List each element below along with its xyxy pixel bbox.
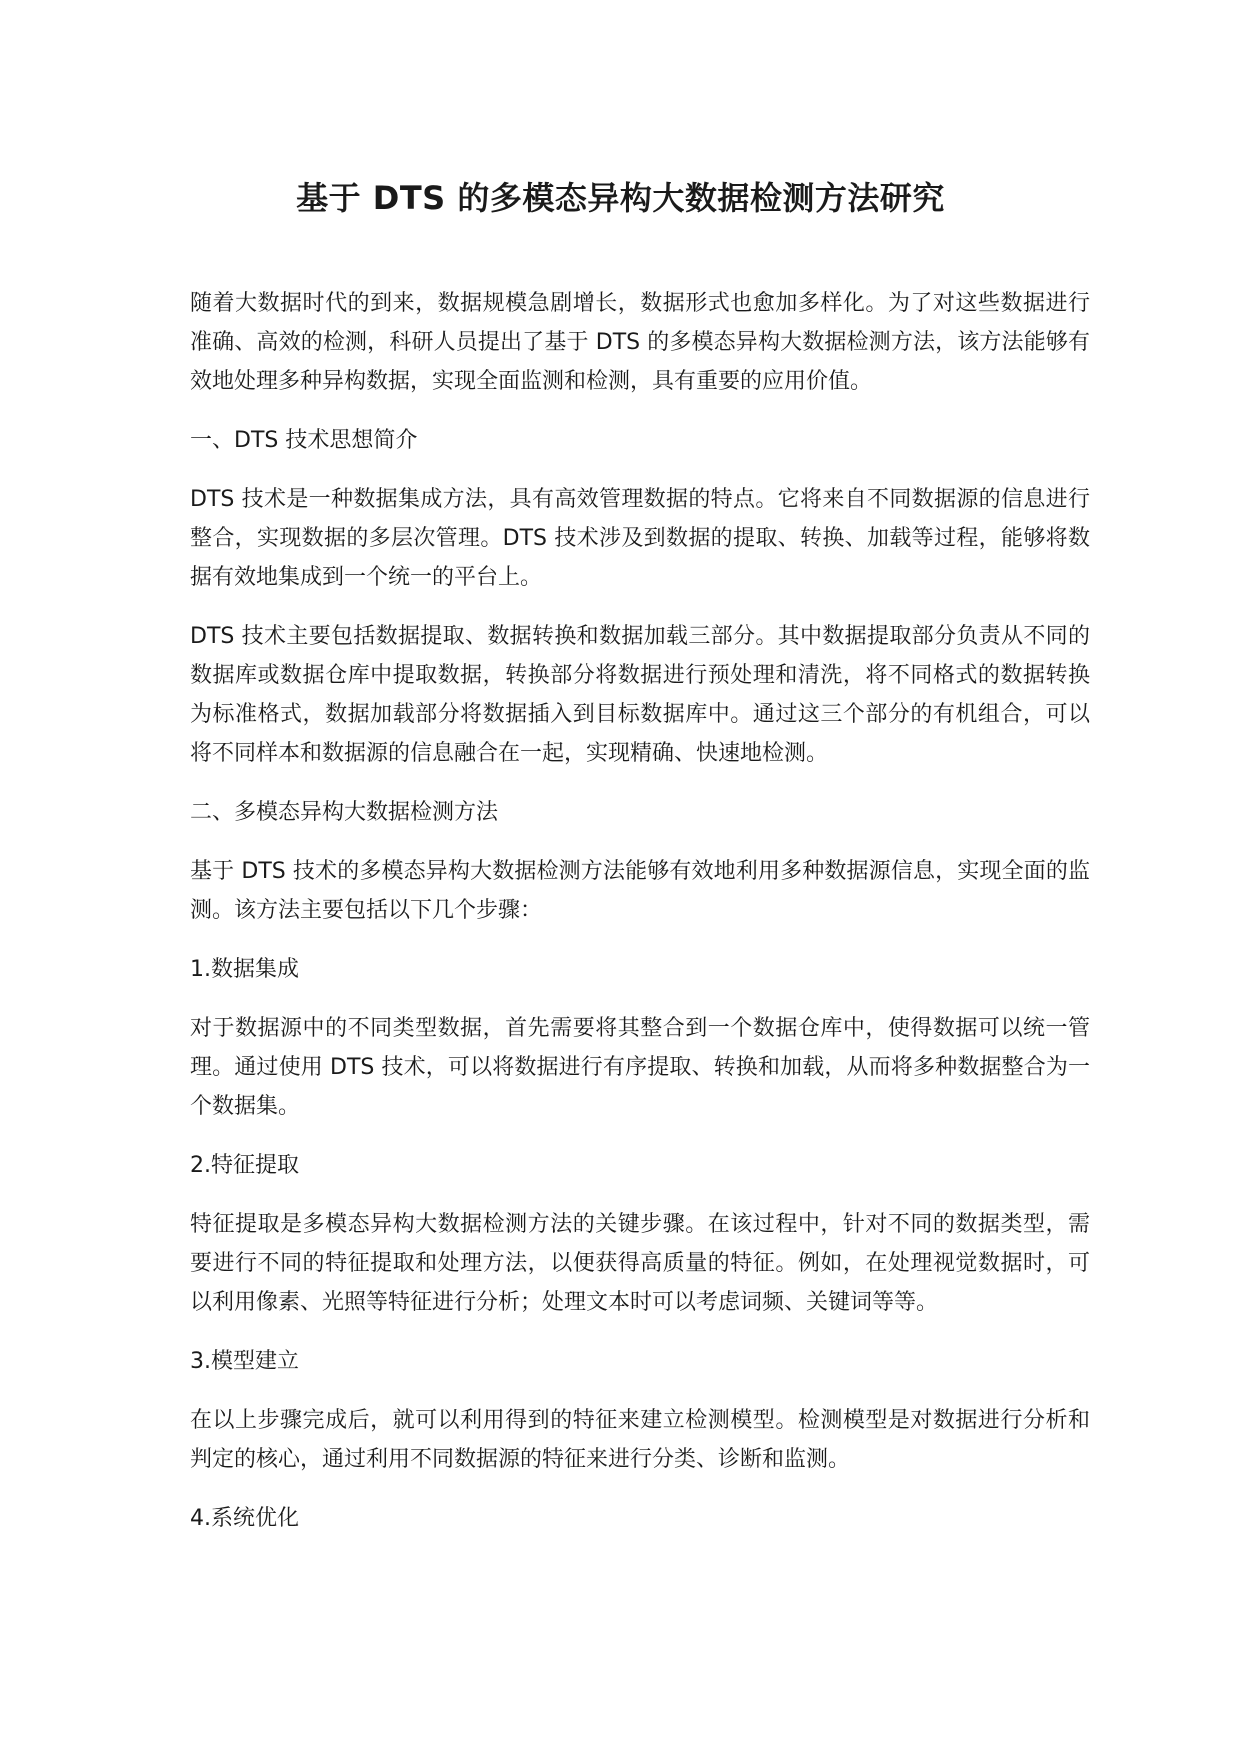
- document-body: [190, 284, 1090, 1558]
- document-title: 基于 DTS 的多模态异构大数据检测方法研究: [296, 179, 945, 217]
- paragraph-dts-components: DTS 技术主要包括数据提取、数据转换和数据加载三部分。其中数据提取部分负责从不同的数据库或数据仓库中提取数据，转换部分将数据进行预处理和清洗，将不同格式的数据转换为标准格式，数据加载部分将数据插入到目标数据库中。通过这三个部分的有机组合，可以将不同样本和数据源的信息融合在一起，实现精确、快速地检测。: [190, 624, 1090, 766]
- paragraph-data-integration: 对于数据源中的不同类型数据，首先需要将其整合到一个数据仓库中，使得数据可以统一管理。通过使用 DTS 技术，可以将数据进行有序提取、转换和加载，从而将多种数据整合为一个数据集。: [190, 1016, 1090, 1119]
- section-heading-detection-method: 二、多模态异构大数据检测方法: [190, 800, 499, 825]
- step-heading-feature-extraction: 2.特征提取: [190, 1153, 299, 1178]
- step-heading-system-optimization: 4.系统优化: [190, 1506, 299, 1531]
- section-heading-dts-intro: 一、DTS 技术思想简介: [190, 428, 418, 453]
- paragraph-dts-overview: DTS 技术是一种数据集成方法，具有高效管理数据的特点。它将来自不同数据源的信息进行整合，实现数据的多层次管理。DTS 技术涉及到数据的提取、转换、加载等过程，能够将数据有效地集成到一个统一的平台上。: [190, 487, 1090, 590]
- step-heading-model-building: 3.模型建立: [190, 1349, 299, 1374]
- paragraph-method-overview: 基于 DTS 技术的多模态异构大数据检测方法能够有效地利用多种数据源信息，实现全面的监测。该方法主要包括以下几个步骤：: [190, 859, 1090, 923]
- paragraph-intro: 随着大数据时代的到来，数据规模急剧增长，数据形式也愈加多样化。为了对这些数据进行准确、高效的检测，科研人员提出了基于 DTS 的多模态异构大数据检测方法，该方法能够有效地处理多种异构数据，实现全面监测和检测，具有重要的应用价值。: [190, 291, 1090, 394]
- step-heading-data-integration: 1.数据集成: [190, 957, 299, 982]
- paragraph-model-building: 在以上步骤完成后，就可以利用得到的特征来建立检测模型。检测模型是对数据进行分析和判定的核心，通过利用不同数据源的特征来进行分类、诊断和监测。: [190, 1408, 1090, 1472]
- paragraph-feature-extraction: 特征提取是多模态异构大数据检测方法的关键步骤。在该过程中，针对不同的数据类型，需要进行不同的特征提取和处理方法，以便获得高质量的特征。例如，在处理视觉数据时，可以利用像素、光照等特征进行分析；处理文本时可以考虑词频、关键词等等。: [190, 1212, 1090, 1315]
